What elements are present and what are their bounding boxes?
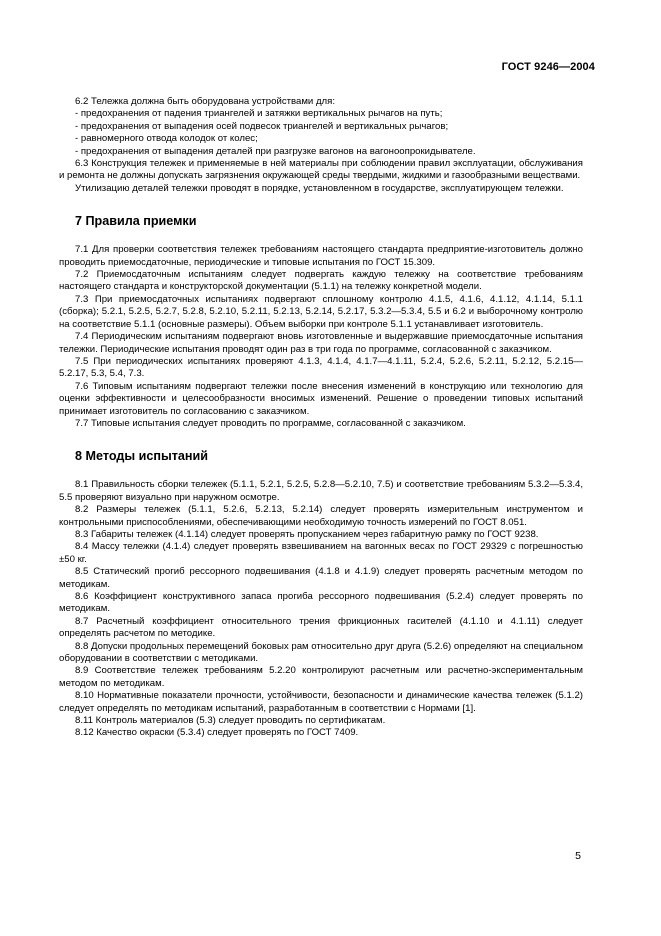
paragraph-8-3: 8.3 Габариты тележек (4.1.14) следует проверять пропусканием через габаритную рамку по ГОСТ 9238. bbox=[75, 528, 539, 540]
paragraph-6-2-intro: 6.2 Тележка должна быть оборудована устройствами для: bbox=[75, 96, 336, 107]
paragraph-7-2: 7.2 Приемосдаточным испытаниям следует подвергать каждую тележку на соответствие требованиям настоящего стандарта и конструкторской документации (5.1.1) на тележку конкретной модели. bbox=[59, 269, 583, 293]
page-number: 5 bbox=[575, 850, 581, 862]
paragraph-7-4: 7.4 Периодическим испытаниям подвергают вновь изготовленные и выдержавшие приемосдаточные испытания тележки. Периодические испытания проводят один раз в три года по программе, согласованной с заказчиком. bbox=[59, 331, 583, 355]
paragraph-8-10: 8.10 Нормативные показатели прочности, устойчивости, безопасности и динамические качества тележек (5.1.2) следует определять по методикам испытаний, разработанным в соответствии с Нормами [1]. bbox=[59, 690, 583, 714]
paragraph-7-5: 7.5 При периодических испытаниях проверяют 4.1.3, 4.1.4, 4.1.7—4.1.11, 5.2.4, 5.2.6, 5.2.11, 5.2.12, 5.2.15—5.2.17, 5.3, 5.4, 7.3. bbox=[59, 355, 583, 380]
paragraph-7-7: 7.7 Типовые испытания следует проводить по программе, согласованной с заказчиком. bbox=[75, 417, 466, 429]
paragraph-8-12: 8.12 Качество окраски (5.3.4) следует проверять по ГОСТ 7409. bbox=[75, 727, 359, 739]
paragraph-8-4: 8.4 Массу тележки (4.1.4) следует проверять взвешиванием на вагонных весах по ГОСТ 29329 с погрешностью ±50 кг. bbox=[59, 541, 583, 565]
page-content bbox=[59, 96, 583, 740]
paragraph-7-3: 7.3 При приемосдаточных испытаниях подвергают сплошному контролю 4.1.5, 4.1.6, 4.1.12, 4.1.14, 5.1.1 (сборка); 5.2.1, 5.2.5, 5.2.7, 5.2.8, 5.2.10, 5.2.11, 5.2.13, 5.2.14, 5.2.17, 5.3.2—5.3.4, 5.5 и 6.2 и выборочному контролю на соответствие 5.1.1 (основные размеры). Объем выборки при контроле 5.1.1 устанавливает изготовитель. bbox=[59, 293, 583, 330]
paragraph-8-7: 8.7 Расчетный коэффициент относительного трения фрикционных гасителей (4.1.10 и 4.1.11) следует определять расчетом по методике. bbox=[59, 615, 583, 640]
list-item: - предохранения от выпадения осей подвесок триангелей и вертикальных рычагов; bbox=[75, 120, 449, 132]
paragraph-7-6: 7.6 Типовым испытаниям подвергают тележки после внесения изменений в конструкцию или технологию для оценки эффективности и целесообразности вносимых изменений. Решение о проведении типовых испытаний принимает изготовитель по согласованию с заказчиком. bbox=[59, 380, 583, 417]
paragraph-8-6: 8.6 Коэффициент конструктивного запаса прогиба рессорного подвешивания (5.2.4) следует проверять по методикам. bbox=[59, 591, 583, 615]
paragraph-utilization: Утилизацию деталей тележки проводят в порядке, установленном в государстве, эксплуатирующем тележки. bbox=[75, 182, 564, 194]
section-7-heading: 7 Правила приемки bbox=[75, 214, 197, 229]
paragraph-6-3: 6.3 Конструкция тележек и применяемые в ней материалы при соблюдении правил эксплуатации, обслуживания и ремонта не должны допускать загрязнения окружающей среды твердыми, жидкими и газообразными веществами. bbox=[59, 158, 583, 182]
paragraph-8-2: 8.2 Размеры тележек (5.1.1, 5.2.6, 5.2.13, 5.2.14) следует проверять измерительным инструментом и контрольными приспособлениями, обеспечивающими необходимую точность измерений по ГОСТ 8.051. bbox=[59, 504, 583, 528]
list-item: - предохранения от выпадения деталей при разгрузке вагонов на вагоноопрокидывателе. bbox=[75, 145, 476, 157]
paragraph-8-11: 8.11 Контроль материалов (5.3) следует проводить по сертификатам. bbox=[75, 715, 386, 727]
section-8-heading: 8 Методы испытаний bbox=[75, 449, 208, 464]
paragraph-8-8: 8.8 Допуски продольных перемещений боковых рам относительно друг друга (5.2.6) определяют на специальном оборудовании в соответствии с методиками. bbox=[59, 640, 583, 665]
standard-code: ГОСТ 9246—2004 bbox=[501, 61, 595, 73]
paragraph-8-5: 8.5 Статический прогиб рессорного подвешивания (4.1.8 и 4.1.9) следует проверять расчетным методом по методикам. bbox=[59, 566, 583, 590]
paragraph-8-1: 8.1 Правильность сборки тележек (5.1.1, 5.2.1, 5.2.5, 5.2.8—5.2.10, 7.5) и соответствие требованиям 5.3.2—5.3.4, 5.5 проверяют визуально при наружном осмотре. bbox=[59, 479, 583, 503]
list-item: - равномерного отвода колодок от колес; bbox=[75, 133, 258, 145]
list-item: - предохранения от падения триангелей и затяжки вертикальных рычагов на путь; bbox=[75, 108, 443, 120]
paragraph-8-9: 8.9 Соответствие тележек требованиям 5.2.20 контролируют расчетным или расчетно-экспериментальным методом по методикам. bbox=[59, 665, 583, 689]
paragraph-7-1: 7.1 Для проверки соответствия тележек требованиям настоящего стандарта предприятие-изготовитель должно проводить приемосдаточные, периодические и типовые испытания по ГОСТ 15.309. bbox=[59, 244, 583, 268]
